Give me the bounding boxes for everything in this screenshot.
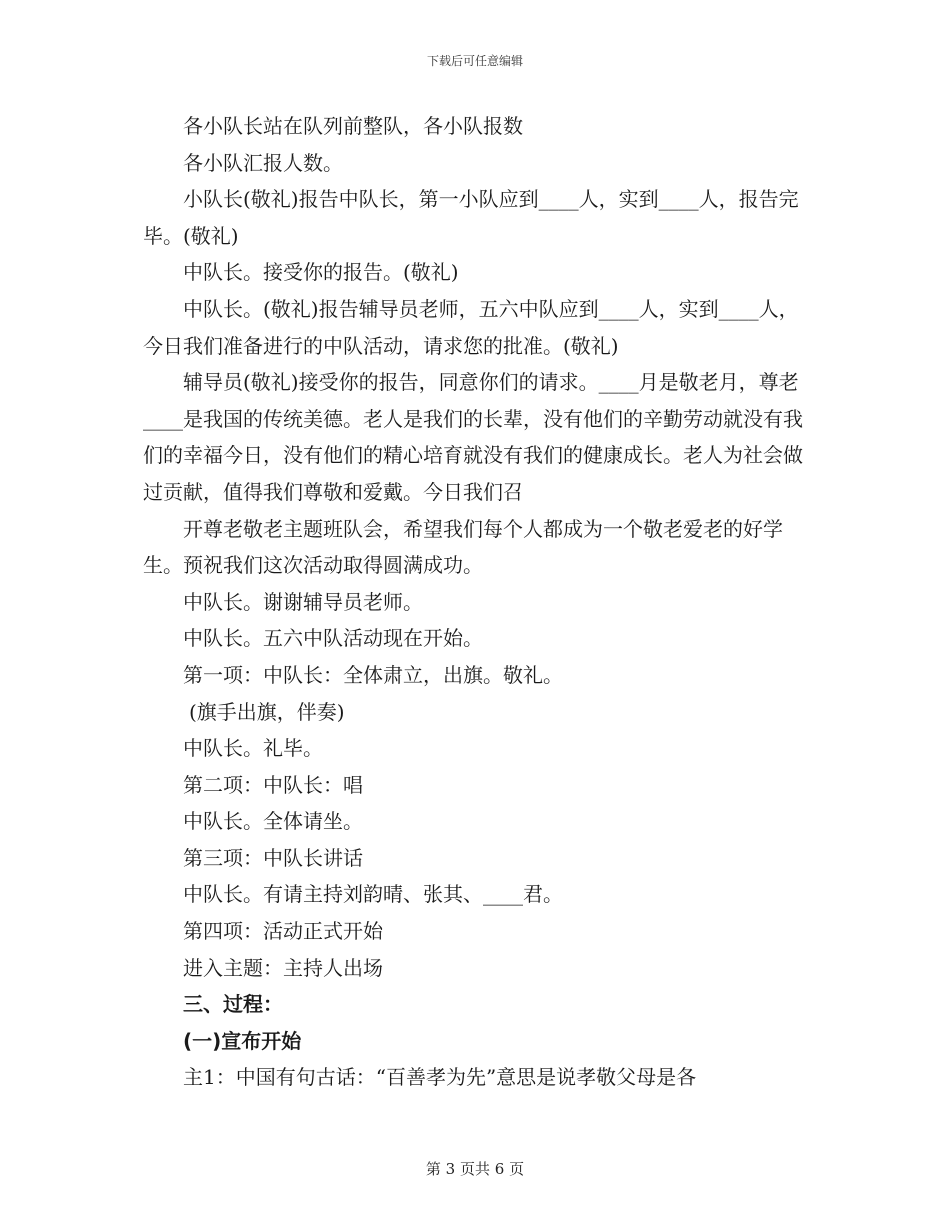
paragraph: 开尊老敬老主题班队会，希望我们每个人都成为一个敬老爱老的好学生。预祝我们这次活动取得圆满成功。 <box>143 516 783 578</box>
paragraph: 中队长。有请主持刘韵晴、张其、____君。 <box>183 882 563 907</box>
paragraph: 中队长。(敬礼)报告辅导员老师，五六中队应到____人，实到____人，今日我们准备进行的中队活动，请求您的批准。(敬礼) <box>143 296 799 358</box>
paragraph: 第四项：活动正式开始 <box>183 919 383 944</box>
paragraph: 各小队汇报人数。 <box>183 150 343 175</box>
paragraph: 进入主题：主持人出场 <box>183 955 383 980</box>
paragraph: 中队长。全体请坐。 <box>183 809 363 834</box>
paragraph: 中队长。礼毕。 <box>183 736 323 761</box>
paragraph: 第一项：中队长：全体肃立，出旗。敬礼。 <box>183 662 563 687</box>
paragraph: 第三项：中队长讲话 <box>183 845 363 870</box>
paragraph: 主1：中国有句古话：“百善孝为先”意思是说孝敬父母是各 <box>183 1065 697 1090</box>
page-number: 第 3 页共 6 页 <box>425 1160 525 1178</box>
paragraph: 第二项：中队长：唱 <box>183 772 363 797</box>
paragraph: 辅导员(敬礼)接受你的报告，同意你们的请求。____月是敬老月，尊老____是我国的传统美德。老人是我们的长辈，没有他们的辛勤劳动就没有我们的幸福今日，没有他们的精心培育就没有我们的健康成长。老人为社会做过贡献，值得我们尊敬和爱戴。今日我们召 <box>143 370 803 504</box>
paragraph: 小队长(敬礼)报告中队长，第一小队应到____人，实到____人，报告完毕。(敬礼) <box>143 187 799 248</box>
paragraph: (旗手出旗，伴奏) <box>189 699 345 724</box>
page-header: 下载后可任意编辑 <box>426 54 523 68</box>
paragraph: 中队长。谢谢辅导员老师。 <box>183 589 423 614</box>
section-heading: (一)宣布开始 <box>183 1028 302 1053</box>
section-heading: 三、过程： <box>183 992 283 1017</box>
paragraph: 中队长。五六中队活动现在开始。 <box>183 626 483 651</box>
paragraph: 各小队长站在队列前整队，各小队报数 <box>183 114 523 138</box>
document-body <box>143 108 808 1096</box>
paragraph: 中队长。接受你的报告。(敬礼) <box>183 260 459 285</box>
